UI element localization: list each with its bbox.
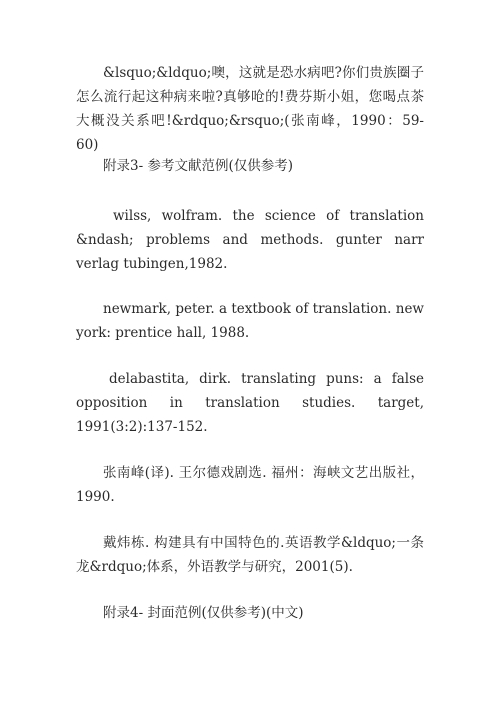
reference-dai: 戴炜栋. 构建具有中国特色的.英语教学&ldquo;一条龙&rdquo;体系，外语教学与研究，2001(5). <box>76 535 424 575</box>
reference-delabastita: delabastita, dirk. translating puns: a false opposition in translation studies. target, 1991(3:2):137-152. <box>76 371 424 435</box>
appendix-3-heading: 附录3- 参考文献范例(仅供参考) <box>103 158 293 174</box>
reference-wilss: wilss, wolfram. the science of translation &ndash; problems and methods. gunter narr verlag tubingen,1982. <box>76 208 424 272</box>
quote-example-paragraph: &lsquo;&ldquo;噢，这就是恐水病吧?你们贵族圈子怎么流行起这种病来啦?真够呛的!费芬斯小姐，您喝点茶大概没关系吧!&rdquo;&rsquo;(张南峰，1990：59-60) <box>76 65 424 153</box>
reference-zhang: 张南峰(译). 王尔德戏剧选. 福州：海峡文艺出版社，1990. <box>76 465 424 505</box>
reference-newmark: newmark, peter. a textbook of translation. new york: prentice hall, 1988. <box>76 301 424 341</box>
appendix-4-heading: 附录4- 封面范例(仅供参考)(中文) <box>103 605 304 621</box>
